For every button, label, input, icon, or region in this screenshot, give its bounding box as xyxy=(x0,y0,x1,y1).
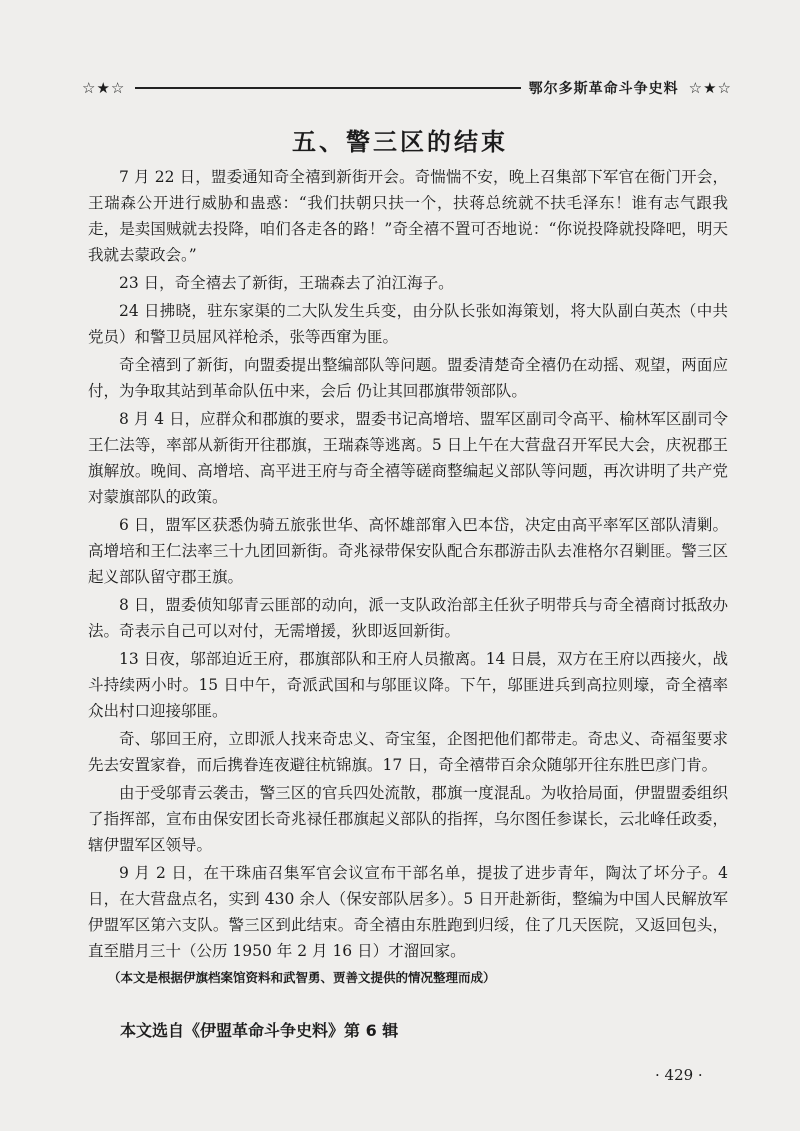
header-stars-left: ☆★☆ xyxy=(82,79,126,97)
paragraph: 奇、邬回王府，立即派人找来奇忠义、奇宝玺，企图把他们都带走。奇忠义、奇福玺要求先去安置家眷，而后携眷连夜避往杭锦旗。17 日，奇全禧带百余众随邬开往东胜巴彦门肯。 xyxy=(88,730,728,774)
paragraph: 23 日，奇全禧去了新街，王瑞森去了泊江海子。 xyxy=(119,274,454,292)
source-note: （本文是根据伊旗档案馆资料和武智勇、贾善文提供的情况整理而成） xyxy=(108,970,496,985)
paragraph: 由于受邬青云袭击，警三区的官兵四处流散，郡旗一度混乱。为收拾局面，伊盟盟委组织了指挥部，宣布由保安团长奇兆禄任郡旗起义部队的指挥，乌尔图任参谋长，云北峰任政委，辖伊盟军区领导。 xyxy=(88,784,728,854)
paragraph: 24 日拂晓，驻东家渠的二大队发生兵变，由分队长张如海策划，将大队副白英杰（中共党员）和警卫员屈风祥枪杀，张等西窜为匪。 xyxy=(88,302,728,346)
header-stars-right: ☆★☆ xyxy=(688,79,732,97)
running-header xyxy=(82,76,732,100)
paragraph: 7 月 22 日，盟委通知奇全禧到新街开会。奇惴惴不安，晚上召集部下军官在衙门开会，王瑞森公开进行威胁和蛊惑：“我们扶朝只扶一个，扶蒋总统就不扶毛泽东！谁有志气跟我走，是卖国贼就去投降，咱们各走各的路！”奇全禧不置可否地说：“你说投降就投降吧，明天我就去蒙政会。” xyxy=(88,168,728,264)
paragraph: 9 月 2 日，在干珠庙召集军官会议宣布干部名单，提拔了进步青年，陶汰了坏分子。4 日，在大营盘点名，实到 430 余人（保安部队居多）。5 日开赴新街，整编为中国人民解放军伊盟军区第六支队。警三区到此结束。奇全禧由东胜跑到归绥，住了几天医院，又返回包头，直至腊月三十（公历 1950 年 2 月 16 日）才溜回家。 xyxy=(88,864,728,960)
header-rule xyxy=(135,87,520,89)
body-text xyxy=(88,164,728,966)
paragraph: 8 日，盟委侦知邬青云匪部的动向，派一支队政治部主任狄子明带兵与奇全禧商讨抵敌办法。奇表示自己可以对付，无需增援，狄即返回新街。 xyxy=(88,596,728,640)
paragraph: 13 日夜，邬部迫近王府，郡旗部队和王府人员撤离。14 日晨，双方在王府以西接火，战斗持续两小时。15 日中午，奇派武国和与邬匪议降。下午，邬匪进兵到高拉则壕，奇全禧率众出村口迎接邬匪。 xyxy=(88,650,728,720)
paragraph: 8 月 4 日，应群众和郡旗的要求，盟委书记高增培、盟军区副司令高平、榆林军区副司令王仁法等，率部从新街开往郡旗，王瑞森等逃离。5 日上午在大营盘召开军民大会，庆祝郡王旗解放。晚间、高增培、高平进王府与奇全禧等磋商整编起义部队等问题，再次讲明了共产党对蒙旗部队的政策。 xyxy=(88,410,728,506)
paragraph: 6 日，盟军区获悉伪骑五旅张世华、高怀雄部窜入巴本岱，决定由高平率军区部队清剿。高增培和王仁法率三十九团回新街。奇兆禄带保安队配合东郡游击队去准格尔召剿匪。警三区起义部队留守郡王旗。 xyxy=(88,516,728,586)
page-number: · 429 · xyxy=(655,1066,703,1084)
paragraph: 奇全禧到了新街，向盟委提出整编部队等问题。盟委清楚奇全禧仍在动摇、观望，两面应付，为争取其站到革命队伍中来，会后 仍让其回郡旗带领部队。 xyxy=(88,356,728,400)
section-title: 五、警三区的结束 xyxy=(292,127,508,156)
header-series-title: 鄂尔多斯革命斗争史料 xyxy=(528,81,679,97)
source-citation: 本文选自《伊盟革命斗争史料》第 6 辑 xyxy=(120,1021,399,1040)
